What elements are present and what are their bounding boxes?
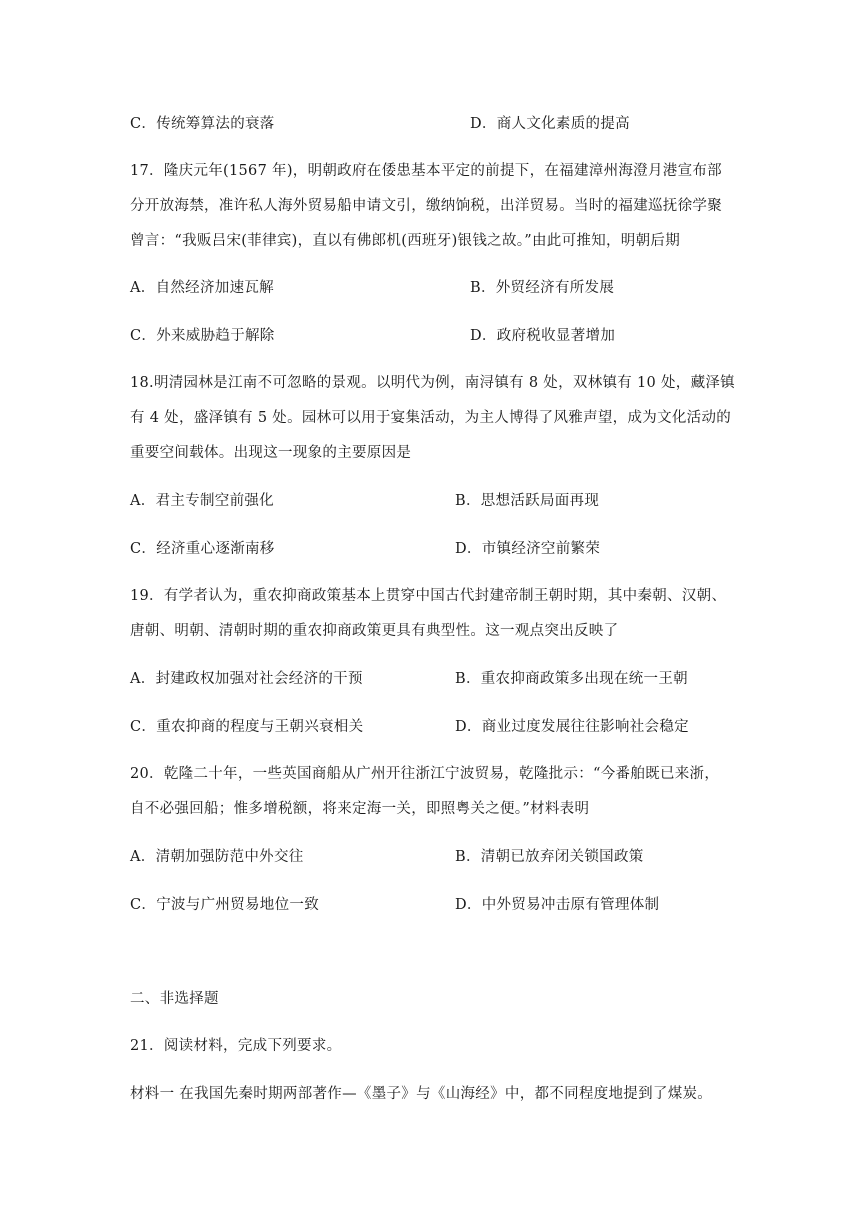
q19-stem-line-1: 19．有学者认为，重农抑商政策基本上贯穿中国古代封建帝制王朝时期，其中秦朝、汉朝、	[130, 588, 727, 604]
q18-option-b: B．思想活跃局面再现	[455, 493, 600, 509]
q18-stem-line-1: 18.明清园林是江南不可忽略的景观。以明代为例，南浔镇有 8 处，双林镇有 10 处，藏泽镇	[130, 375, 735, 391]
q19-option-c: C．重农抑商的程度与王朝兴衰相关	[130, 719, 364, 735]
q20-option-a: A．清朝加强防范中外交往	[130, 849, 304, 865]
q17-option-b: B．外贸经济有所发展	[470, 280, 615, 296]
q19-stem-line-2: 唐朝、明朝、清朝时期的重农抑商政策更具有典型性。这一观点突出反映了	[130, 623, 619, 639]
q19-option-a: A．封建政权加强对社会经济的干预	[130, 671, 363, 687]
q18-stem-line-2: 有 4 处，盛泽镇有 5 处。园林可以用于宴集活动，为主人博得了风雅声望，成为文化活动的	[130, 410, 732, 426]
q17-option-a: A．自然经济加速瓦解	[130, 280, 274, 296]
q18-option-d: D．市镇经济空前繁荣	[455, 541, 601, 557]
q20-option-d: D．中外贸易冲击原有管理体制	[455, 897, 660, 913]
section-heading: 二、非选择题	[130, 991, 219, 1007]
q20-stem-line-2: 自不必强回船；惟多增税额，将来定海一关，即照粤关之便。”材料表明	[130, 801, 590, 817]
q17-stem-line-1: 17．隆庆元年(1567 年)，明朝政府在倭患基本平定的前提下，在福建漳州海澄月港宣布部	[130, 163, 722, 179]
q20-option-b: B．清朝已放弃闭关锁国政策	[455, 849, 644, 865]
q16-option-c: C．传统筹算法的衰落	[130, 116, 275, 132]
q20-stem-line-1: 20．乾隆二十年，一些英国商船从广州开往浙江宁波贸易，乾隆批示：“今番舶既已来浙，	[130, 766, 720, 782]
q17-option-c: C．外来威胁趋于解除	[130, 328, 275, 344]
q19-option-d: D．商业过度发展往往影响社会稳定	[455, 719, 689, 735]
q16-option-d: D．商人文化素质的提高	[470, 116, 630, 132]
q21-material-1: 材料一 在我国先秦时期两部著作—《墨子》与《山海经》中，都不同程度地提到了煤炭。	[130, 1086, 713, 1102]
q17-stem-line-2: 分开放海禁，准许私人海外贸易船申请文引，缴纳饷税，出洋贸易。当时的福建巡抚徐学聚	[130, 198, 722, 214]
q17-stem-line-3: 曾言：“我贩吕宋(菲律宾)，直以有佛郎机(西班牙)银钱之故。”由此可推知，明朝后期	[130, 233, 680, 249]
q18-stem-line-3: 重要空间载体。出现这一现象的主要原因是	[130, 445, 412, 461]
q20-option-c: C．宁波与广州贸易地位一致	[130, 897, 319, 913]
q19-option-b: B．重农抑商政策多出现在统一王朝	[455, 671, 688, 687]
q18-option-c: C．经济重心逐渐南移	[130, 541, 275, 557]
q18-option-a: A．君主专制空前强化	[130, 493, 274, 509]
q21-stem-line-1: 21．阅读材料，完成下列要求。	[130, 1038, 342, 1054]
q17-option-d: D．政府税收显著增加	[470, 328, 616, 344]
